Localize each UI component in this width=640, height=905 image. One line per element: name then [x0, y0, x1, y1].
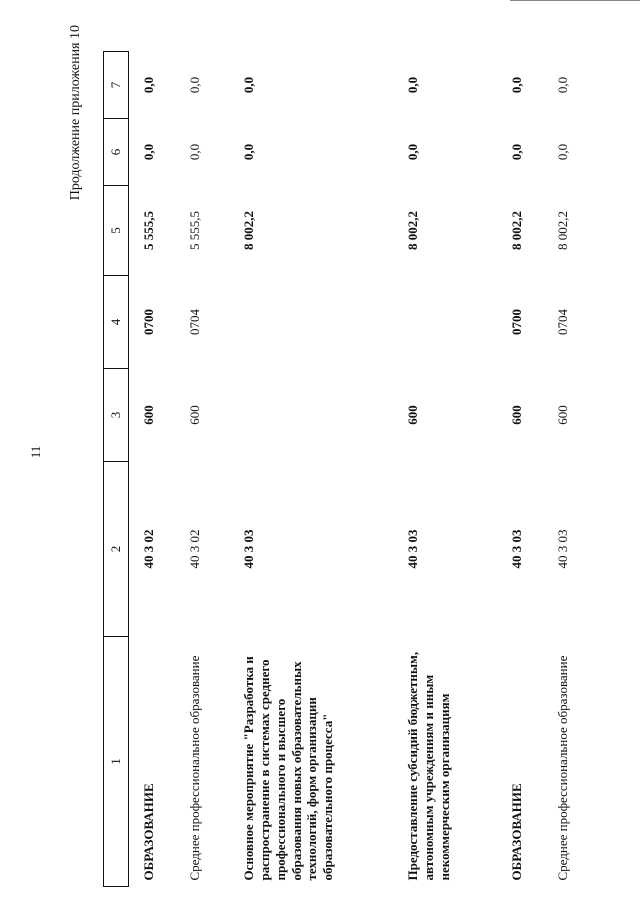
row-name: ОБРАЗОВАНИЕ [141, 783, 156, 881]
table-row [129, 52, 176, 887]
amount-col7: 0,0 [555, 76, 570, 94]
rotated-page-content [20, 15, 620, 895]
section-code: 0704 [187, 309, 202, 335]
column-header: 1 [104, 637, 129, 887]
table-row [229, 52, 393, 887]
scan-edge-line [510, 0, 640, 1]
section-code [393, 276, 497, 369]
amount-col7: 0,0 [141, 76, 156, 94]
amount-col6: 0,0 [555, 143, 570, 161]
amount-col7: 0,0 [187, 76, 202, 94]
expense-type [229, 369, 393, 462]
target-code: 40 3 03 [241, 529, 256, 569]
row-name: Среднее профессиональное образование [555, 655, 570, 881]
section-code: 0700 [141, 309, 156, 335]
expense-type: 600 [555, 405, 570, 425]
section-code: 0700 [509, 309, 524, 335]
row-name: ОБРАЗОВАНИЕ [509, 783, 524, 881]
page-number: 11 [28, 445, 43, 459]
column-header: 2 [104, 462, 129, 637]
target-code: 40 3 03 [509, 529, 524, 569]
table-row [497, 52, 543, 887]
column-header: 7 [104, 52, 129, 119]
amount-col5: 5 555,5 [141, 211, 156, 250]
column-header: 5 [104, 186, 129, 276]
expense-type: 600 [187, 405, 202, 425]
target-code: 40 3 03 [405, 529, 420, 569]
amount-col6: 0,0 [509, 143, 524, 161]
budget-table [103, 51, 597, 887]
amount-col5: 5 555,5 [187, 211, 202, 250]
amount-col6: 0,0 [141, 143, 156, 161]
amount-col6: 0,0 [405, 143, 420, 161]
amount-col7: 0,0 [405, 76, 420, 94]
section-code: 0704 [555, 309, 570, 335]
row-name: Предоставление субсидий бюджетным, автономным учреждениям и иным некоммерческим организациям [405, 651, 452, 881]
amount-col7: 0,0 [241, 76, 256, 94]
header-row [104, 52, 129, 887]
target-code: 40 3 02 [141, 529, 156, 569]
target-code: 40 3 02 [187, 529, 202, 569]
expense-type: 600 [405, 405, 420, 425]
section-code [229, 276, 393, 369]
row-name: Среднее профессиональное образование [187, 655, 202, 881]
column-header: 4 [104, 276, 129, 369]
amount-col6: 0,0 [187, 143, 202, 161]
appendix-continuation-title: Продолжение приложения 10 [68, 25, 83, 201]
column-header: 6 [104, 119, 129, 186]
target-code: 40 3 03 [555, 529, 570, 569]
amount-col5: 8 002,2 [405, 211, 420, 250]
amount-col5: 8 002,2 [241, 211, 256, 250]
column-header: 3 [104, 369, 129, 462]
amount-col7: 0,0 [509, 76, 524, 94]
amount-col5: 8 002,2 [509, 211, 524, 250]
table-row [393, 52, 497, 887]
row-name: Основное мероприятие "Разработка и распространение в системах среднего профессионального и высшего образования новых образовательных технологий, форм организации образовательного процесса" [241, 656, 336, 881]
amount-col5: 8 002,2 [555, 211, 570, 250]
table-row [175, 52, 229, 887]
expense-type: 600 [509, 405, 524, 425]
expense-type: 600 [141, 405, 156, 425]
table-row [543, 52, 597, 887]
amount-col6: 0,0 [241, 143, 256, 161]
